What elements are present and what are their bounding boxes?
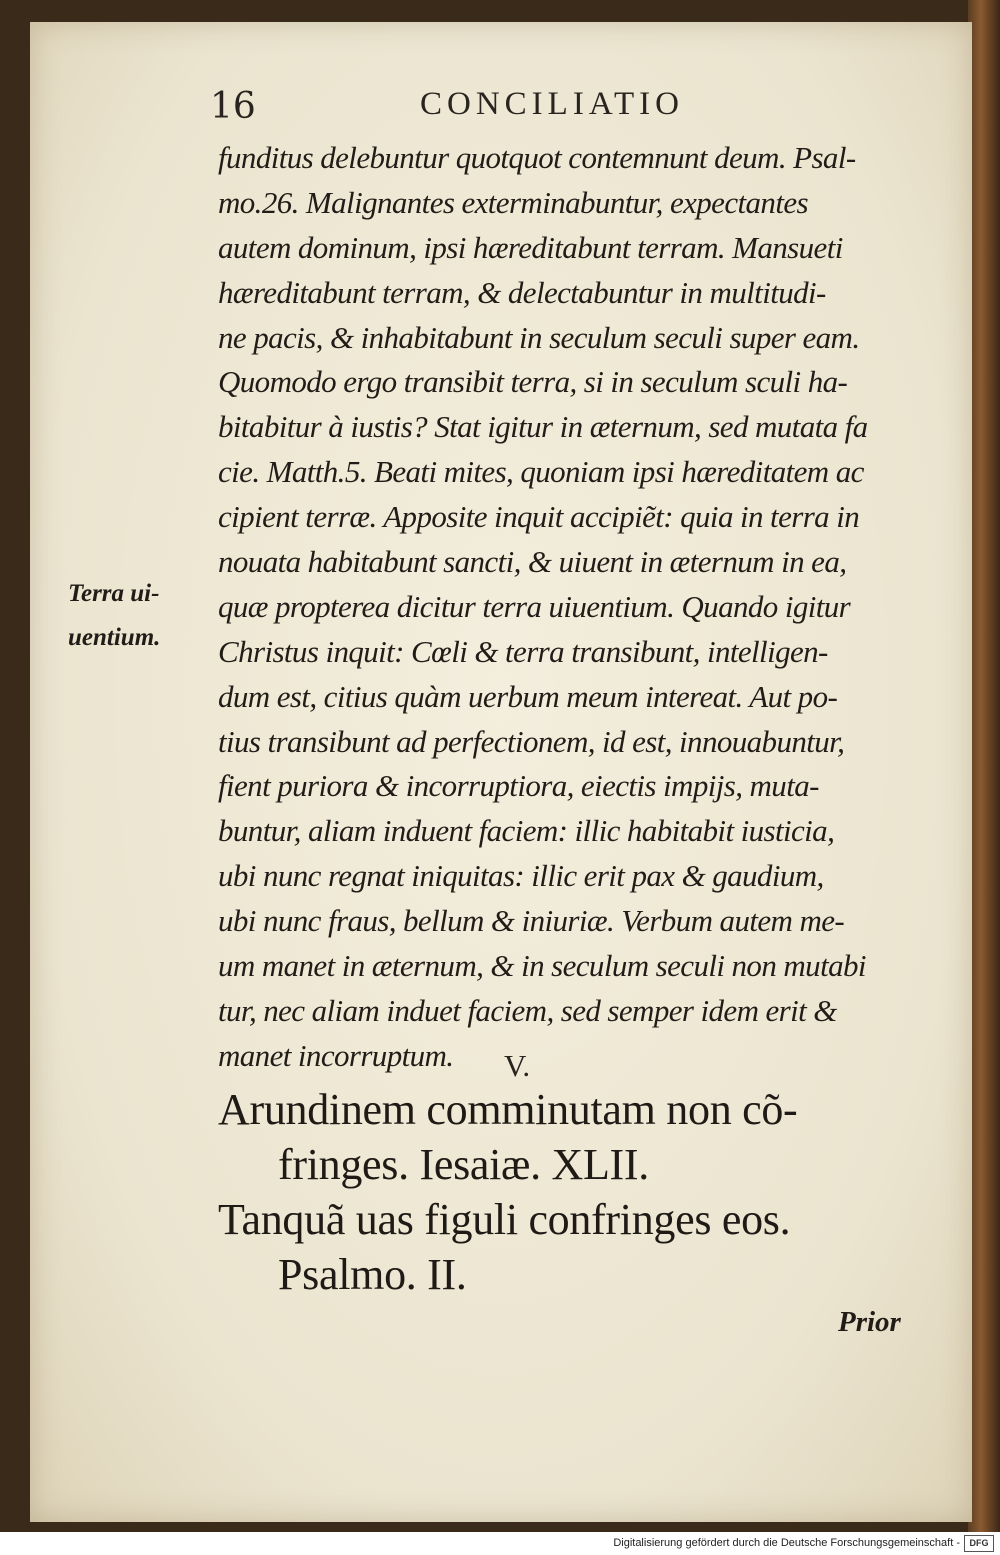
- footer-bar: [0, 1532, 1000, 1555]
- marginal-line: Terra ui-: [68, 580, 160, 607]
- text-line: ne pacis, & inhabitabunt in seculum seculi super eam.: [218, 319, 860, 355]
- quote-line: Arundinem comminutam non cõ-: [218, 1085, 798, 1134]
- text-line: ubi nunc fraus, bellum & iniuriæ. Verbum autem me-: [218, 903, 845, 939]
- text-line: manet incorruptum.: [218, 1037, 454, 1073]
- text-line: autem dominum, ipsi hæreditabunt terram. Mansueti: [218, 229, 843, 265]
- quote-line: Psalmo. II.: [278, 1250, 467, 1299]
- marginal-line: uentium.: [68, 624, 161, 651]
- running-title: CONCILIATIO: [420, 86, 684, 122]
- section-quote: [218, 1082, 797, 1302]
- marginal-note: [68, 572, 160, 660]
- page-number: 16: [210, 86, 256, 127]
- text-line: funditus delebuntur quotquot contemnunt deum. Psal-: [218, 140, 856, 175]
- text-line: nouata habitabunt sancti, & uiuent in æternum in ea,: [218, 544, 847, 580]
- text-line: um manet in æternum, & in seculum seculi non mutabi: [218, 948, 866, 984]
- text-line: cipient terræ. Apposite inquit accipiẽt: quia in terra in: [218, 499, 860, 535]
- catchword: Prior: [838, 1306, 901, 1338]
- text-line: ubi nunc regnat iniquitas: illic erit pax & gaudium,: [218, 858, 824, 894]
- quote-line: fringes. Iesaiæ. XLII.: [278, 1140, 649, 1189]
- text-line: dum est, citius quàm uerbum meum intereat. Aut po-: [218, 678, 838, 714]
- text-line: hæreditabunt terram, & delectabuntur in multitudi-: [218, 274, 826, 310]
- text-line: bitabitur à iustis? Stat igitur in æternum, sed mutata fa: [218, 409, 868, 445]
- quote-line: Tanquã uas figuli confringes eos.: [218, 1195, 791, 1244]
- text-line: tur, nec aliam induet faciem, sed semper idem erit &: [218, 992, 837, 1028]
- book-edge: [968, 0, 1000, 1532]
- text-line: tius transibunt ad perfectionem, id est, innouabuntur,: [218, 723, 845, 759]
- text-line: Christus inquit: Cœli & terra transibunt, intelligen-: [218, 633, 828, 669]
- dfg-logo: DFG: [964, 1535, 994, 1552]
- text-line: mo.26. Malignantes exterminabuntur, expectantes: [218, 184, 808, 220]
- text-line: Quomodo ergo transibit terra, si in seculum sculi ha-: [218, 364, 848, 400]
- text-line: buntur, aliam induent faciem: illic habitabit iusticia,: [218, 813, 835, 849]
- text-line: fient puriora & incorruptiora, eiectis impijs, muta-: [218, 768, 819, 804]
- text-line: quæ propterea dicitur terra uiuentium. Quando igitur: [218, 588, 851, 624]
- body-text: [218, 136, 918, 1079]
- footer-credit: Digitalisierung gefördert durch die Deutsche Forschungsgemeinschaft -: [613, 1537, 960, 1549]
- text-line: cie. Matth.5. Beati mites, quoniam ipsi hæreditatem ac: [218, 454, 864, 490]
- section-number: V.: [504, 1048, 531, 1083]
